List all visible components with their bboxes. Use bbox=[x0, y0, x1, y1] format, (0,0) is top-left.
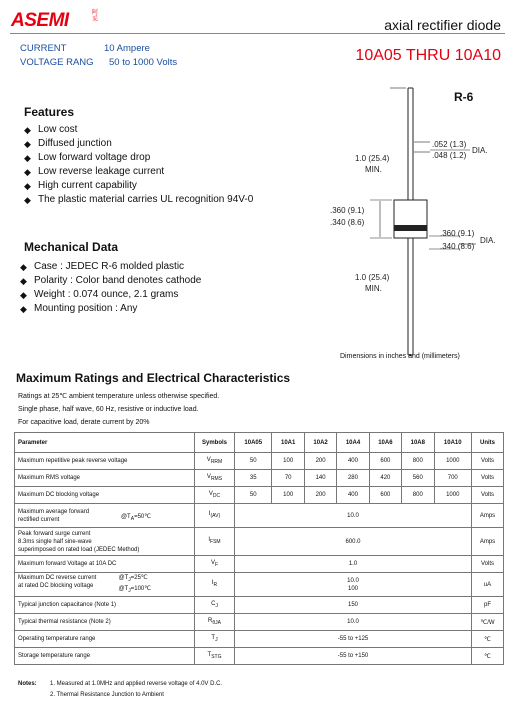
lower-lead-length-min: MIN. bbox=[365, 284, 382, 293]
param-line: Maximum average forward bbox=[18, 508, 90, 515]
unit-cell: ℃/W bbox=[472, 614, 504, 631]
param-cell: Storage temperature range bbox=[15, 648, 195, 665]
list-item: ◆ Case : JEDEC R-6 molded plastic bbox=[20, 260, 201, 274]
symbol-text: R bbox=[208, 617, 213, 624]
list-item: ◆ Low cost bbox=[24, 123, 253, 137]
list-item: ◆ Mounting position : Any bbox=[20, 302, 201, 316]
param-cell: Maximum DC blocking voltage bbox=[15, 487, 195, 504]
asemi-logo: ASEMI bbox=[11, 10, 69, 31]
lead-length-min: MIN. bbox=[365, 165, 382, 174]
symbol-sub: RRM bbox=[210, 459, 223, 466]
param-cell: Operating temperature range bbox=[15, 631, 195, 648]
symbol-text: V bbox=[210, 559, 215, 566]
param-line: Peak forward surge current bbox=[18, 530, 91, 537]
symbol-text: C bbox=[211, 600, 216, 607]
cond-end: =50℃ bbox=[134, 514, 151, 521]
list-item: ◆ The plastic material carries UL recognition 94V-0 bbox=[24, 193, 253, 207]
features-list bbox=[24, 123, 253, 207]
notes-label: Notes: bbox=[18, 681, 37, 687]
symbol-sub: DC bbox=[212, 493, 221, 500]
value-cell bbox=[235, 573, 472, 597]
param-cell: Maximum repetitive peak reverse voltage bbox=[15, 453, 195, 470]
notes-list bbox=[50, 679, 222, 701]
value-cell: 800 bbox=[402, 487, 434, 504]
value-cell: 800 bbox=[402, 453, 434, 470]
table-row bbox=[15, 573, 504, 597]
symbol-cell bbox=[195, 614, 235, 631]
ratings-table bbox=[14, 432, 504, 665]
note-item: 2. Thermal Resistance Junction to Ambient bbox=[50, 692, 164, 698]
mechanical-list bbox=[20, 260, 201, 316]
value-cell: 280 bbox=[337, 470, 369, 487]
logo-chinese-text: 阿采 bbox=[92, 10, 99, 23]
symbol-cell bbox=[195, 487, 235, 504]
unit-cell: ℃ bbox=[472, 648, 504, 665]
value-cell: 50 bbox=[235, 453, 272, 470]
table-header-cell: Units bbox=[472, 433, 504, 453]
symbol-sub: R bbox=[213, 582, 218, 589]
value-cell: 200 bbox=[304, 487, 336, 504]
symbol-text: I bbox=[208, 537, 211, 544]
features-heading: Features bbox=[24, 105, 75, 119]
value-cell: 10.0 bbox=[235, 504, 472, 528]
table-header-cell: 10A10 bbox=[434, 433, 472, 453]
lead-dia-max: .052 (1.3) bbox=[432, 140, 467, 149]
condition-line: Single phase, half wave, 60 Hz, resistive or inductive load. bbox=[18, 406, 199, 413]
unit-cell: Volts bbox=[472, 556, 504, 573]
list-item: ◆ High current capability bbox=[24, 179, 253, 193]
list-item: ◆ Polarity : Color band denotes cathode bbox=[20, 274, 201, 288]
header-divider bbox=[10, 33, 505, 34]
symbol-cell bbox=[195, 453, 235, 470]
value-cell: 600.0 bbox=[235, 528, 472, 556]
symbol-sub: RMS bbox=[210, 476, 223, 483]
symbol-cell bbox=[195, 631, 235, 648]
value-cell: 35 bbox=[235, 470, 272, 487]
symbol-cell bbox=[195, 556, 235, 573]
value-cell: 140 bbox=[304, 470, 336, 487]
value-cell: 100 bbox=[272, 487, 304, 504]
symbol-text: T bbox=[211, 634, 216, 641]
body-length-min: .340 (8.6) bbox=[330, 218, 365, 227]
unit-cell: Amps bbox=[472, 528, 504, 556]
param-line: 8.3ms single half sine-wave bbox=[18, 538, 92, 545]
cathode-band bbox=[394, 225, 427, 231]
condition-line: Ratings at 25℃ ambient temperature unless otherwise specified. bbox=[18, 393, 220, 400]
table-header-row bbox=[15, 433, 504, 453]
body-dia-min: .340 (8.6) bbox=[440, 242, 475, 251]
value-cell: 10.0 bbox=[235, 614, 472, 631]
symbol-text: T bbox=[207, 651, 212, 658]
value-cell: -55 to +125 bbox=[235, 631, 472, 648]
cond-sub: J bbox=[128, 587, 131, 594]
note-item: 1. Measured at 1.0MHz and applied reverse voltage of 4.0V D.C. bbox=[50, 681, 223, 687]
cond-end: =25℃ bbox=[130, 575, 148, 582]
list-item: ◆ Low reverse leakage current bbox=[24, 165, 253, 179]
value-cell: 600 bbox=[369, 453, 401, 470]
param-line: superimposed on rated load (JEDEC Method) bbox=[18, 546, 140, 553]
param-line: rectified current bbox=[18, 516, 60, 523]
symbol-cell bbox=[195, 528, 235, 556]
body-dia-max: .360 (9.1) bbox=[440, 229, 475, 238]
ratings-conditions bbox=[18, 390, 219, 429]
table-header-cell: 10A6 bbox=[369, 433, 401, 453]
unit-cell: Amps bbox=[472, 504, 504, 528]
voltage-label: VOLTAGE RANG bbox=[20, 57, 94, 68]
param-cell: Maximum forward Voltage at 10A DC bbox=[15, 556, 195, 573]
symbol-sub: F bbox=[214, 562, 219, 569]
value-line: 10.0 bbox=[347, 577, 359, 584]
value-cell: 150 bbox=[235, 597, 472, 614]
unit-cell: Volts bbox=[472, 453, 504, 470]
ratings-heading: Maximum Ratings and Electrical Characteristics bbox=[16, 371, 291, 385]
list-item: ◆ Weight : 0.074 ounce, 2.1 grams bbox=[20, 288, 201, 302]
symbol-text: V bbox=[206, 473, 211, 480]
table-header-cell: 10A8 bbox=[402, 433, 434, 453]
param-cell: Typical junction capacitance (Note 1) bbox=[15, 597, 195, 614]
value-cell: 100 bbox=[272, 453, 304, 470]
cond-text: @T bbox=[120, 514, 131, 521]
body-dia-label: DIA. bbox=[480, 236, 496, 245]
symbol-sub: FSM bbox=[210, 539, 221, 546]
unit-cell: ℃ bbox=[472, 631, 504, 648]
table-row bbox=[15, 453, 504, 470]
table-row bbox=[15, 504, 504, 528]
table-header-cell: Parameter bbox=[15, 433, 195, 453]
symbol-cell bbox=[195, 470, 235, 487]
value-cell: 50 bbox=[235, 487, 272, 504]
unit-cell: Volts bbox=[472, 487, 504, 504]
condition-line: For capacitive load, derate current by 20% bbox=[18, 419, 150, 426]
lead-dia-min: .048 (1.2) bbox=[432, 151, 467, 160]
param-line: Maximum DC reverse current bbox=[18, 575, 97, 582]
table-row bbox=[15, 487, 504, 504]
symbol-sub: J bbox=[215, 603, 218, 610]
lead-dia-label: DIA. bbox=[472, 146, 488, 155]
current-label: CURRENT bbox=[20, 43, 67, 54]
body-length-max: .360 (9.1) bbox=[330, 206, 365, 215]
param-cell bbox=[15, 528, 195, 556]
value-cell: 600 bbox=[369, 487, 401, 504]
value-cell: 70 bbox=[272, 470, 304, 487]
cond-sub: J bbox=[128, 577, 131, 584]
unit-cell: Volts bbox=[472, 470, 504, 487]
voltage-value: 50 to 1000 Volts bbox=[109, 57, 178, 68]
document-type: axial rectifier diode bbox=[384, 17, 501, 33]
value-cell: 560 bbox=[402, 470, 434, 487]
lower-lead-length: 1.0 (25.4) bbox=[355, 273, 390, 282]
symbol-sub: J bbox=[215, 637, 218, 644]
table-header-cell: 10A05 bbox=[235, 433, 272, 453]
package-name: R-6 bbox=[454, 90, 474, 104]
symbol-cell bbox=[195, 573, 235, 597]
drawing-caption: Dimensions in inches and (millimeters) bbox=[340, 353, 460, 360]
table-row bbox=[15, 470, 504, 487]
cond-sub: A bbox=[130, 516, 135, 523]
cond-text: @T bbox=[118, 575, 129, 582]
symbol-sub: (AV) bbox=[210, 513, 221, 520]
symbol-cell bbox=[195, 597, 235, 614]
table-row bbox=[15, 556, 504, 573]
table-header-cell: 10A1 bbox=[272, 433, 304, 453]
value-cell: 1000 bbox=[434, 487, 472, 504]
symbol-text: I bbox=[211, 580, 214, 587]
mechanical-heading: Mechanical Data bbox=[24, 240, 119, 254]
param-cell bbox=[15, 504, 195, 528]
diode-body bbox=[394, 200, 427, 238]
table-row bbox=[15, 528, 504, 556]
symbol-sub: θJA bbox=[212, 620, 221, 627]
table-header-cell: 10A2 bbox=[304, 433, 336, 453]
symbol-text: V bbox=[208, 490, 213, 497]
list-item: ◆ Low forward voltage drop bbox=[24, 151, 253, 165]
value-cell: 420 bbox=[369, 470, 401, 487]
value-cell: 1.0 bbox=[235, 556, 472, 573]
symbol-text: V bbox=[206, 456, 211, 463]
cond-end: =100℃ bbox=[130, 585, 151, 592]
table-row bbox=[15, 614, 504, 631]
param-cell: Maximum RMS voltage bbox=[15, 470, 195, 487]
symbol-cell bbox=[195, 648, 235, 665]
value-cell: 1000 bbox=[434, 453, 472, 470]
lead-length: 1.0 (25.4) bbox=[355, 154, 390, 163]
unit-cell: pF bbox=[472, 597, 504, 614]
value-cell: -55 to +150 bbox=[235, 648, 472, 665]
cond-text: @T bbox=[118, 585, 129, 592]
symbol-text: I bbox=[208, 511, 211, 518]
param-cell bbox=[15, 573, 195, 597]
value-cell: 400 bbox=[337, 487, 369, 504]
value-line: 100 bbox=[347, 585, 358, 592]
unit-cell: uA bbox=[472, 573, 504, 597]
table-row bbox=[15, 648, 504, 665]
table-row bbox=[15, 597, 504, 614]
symbol-cell bbox=[195, 504, 235, 528]
value-cell: 400 bbox=[337, 453, 369, 470]
value-cell: 700 bbox=[434, 470, 472, 487]
table-row bbox=[15, 631, 504, 648]
param-cell: Typical thermal resistance (Note 2) bbox=[15, 614, 195, 631]
param-line: at rated DC blocking voltage bbox=[18, 583, 94, 590]
list-item: ◆ Diffused junction bbox=[24, 137, 253, 151]
table-header-cell: Symbols bbox=[195, 433, 235, 453]
symbol-sub: STG bbox=[211, 654, 222, 661]
part-number-range: 10A05 THRU 10A10 bbox=[355, 47, 501, 64]
value-cell: 200 bbox=[304, 453, 336, 470]
current-value: 10 Ampere bbox=[104, 43, 150, 54]
table-header-cell: 10A4 bbox=[337, 433, 369, 453]
